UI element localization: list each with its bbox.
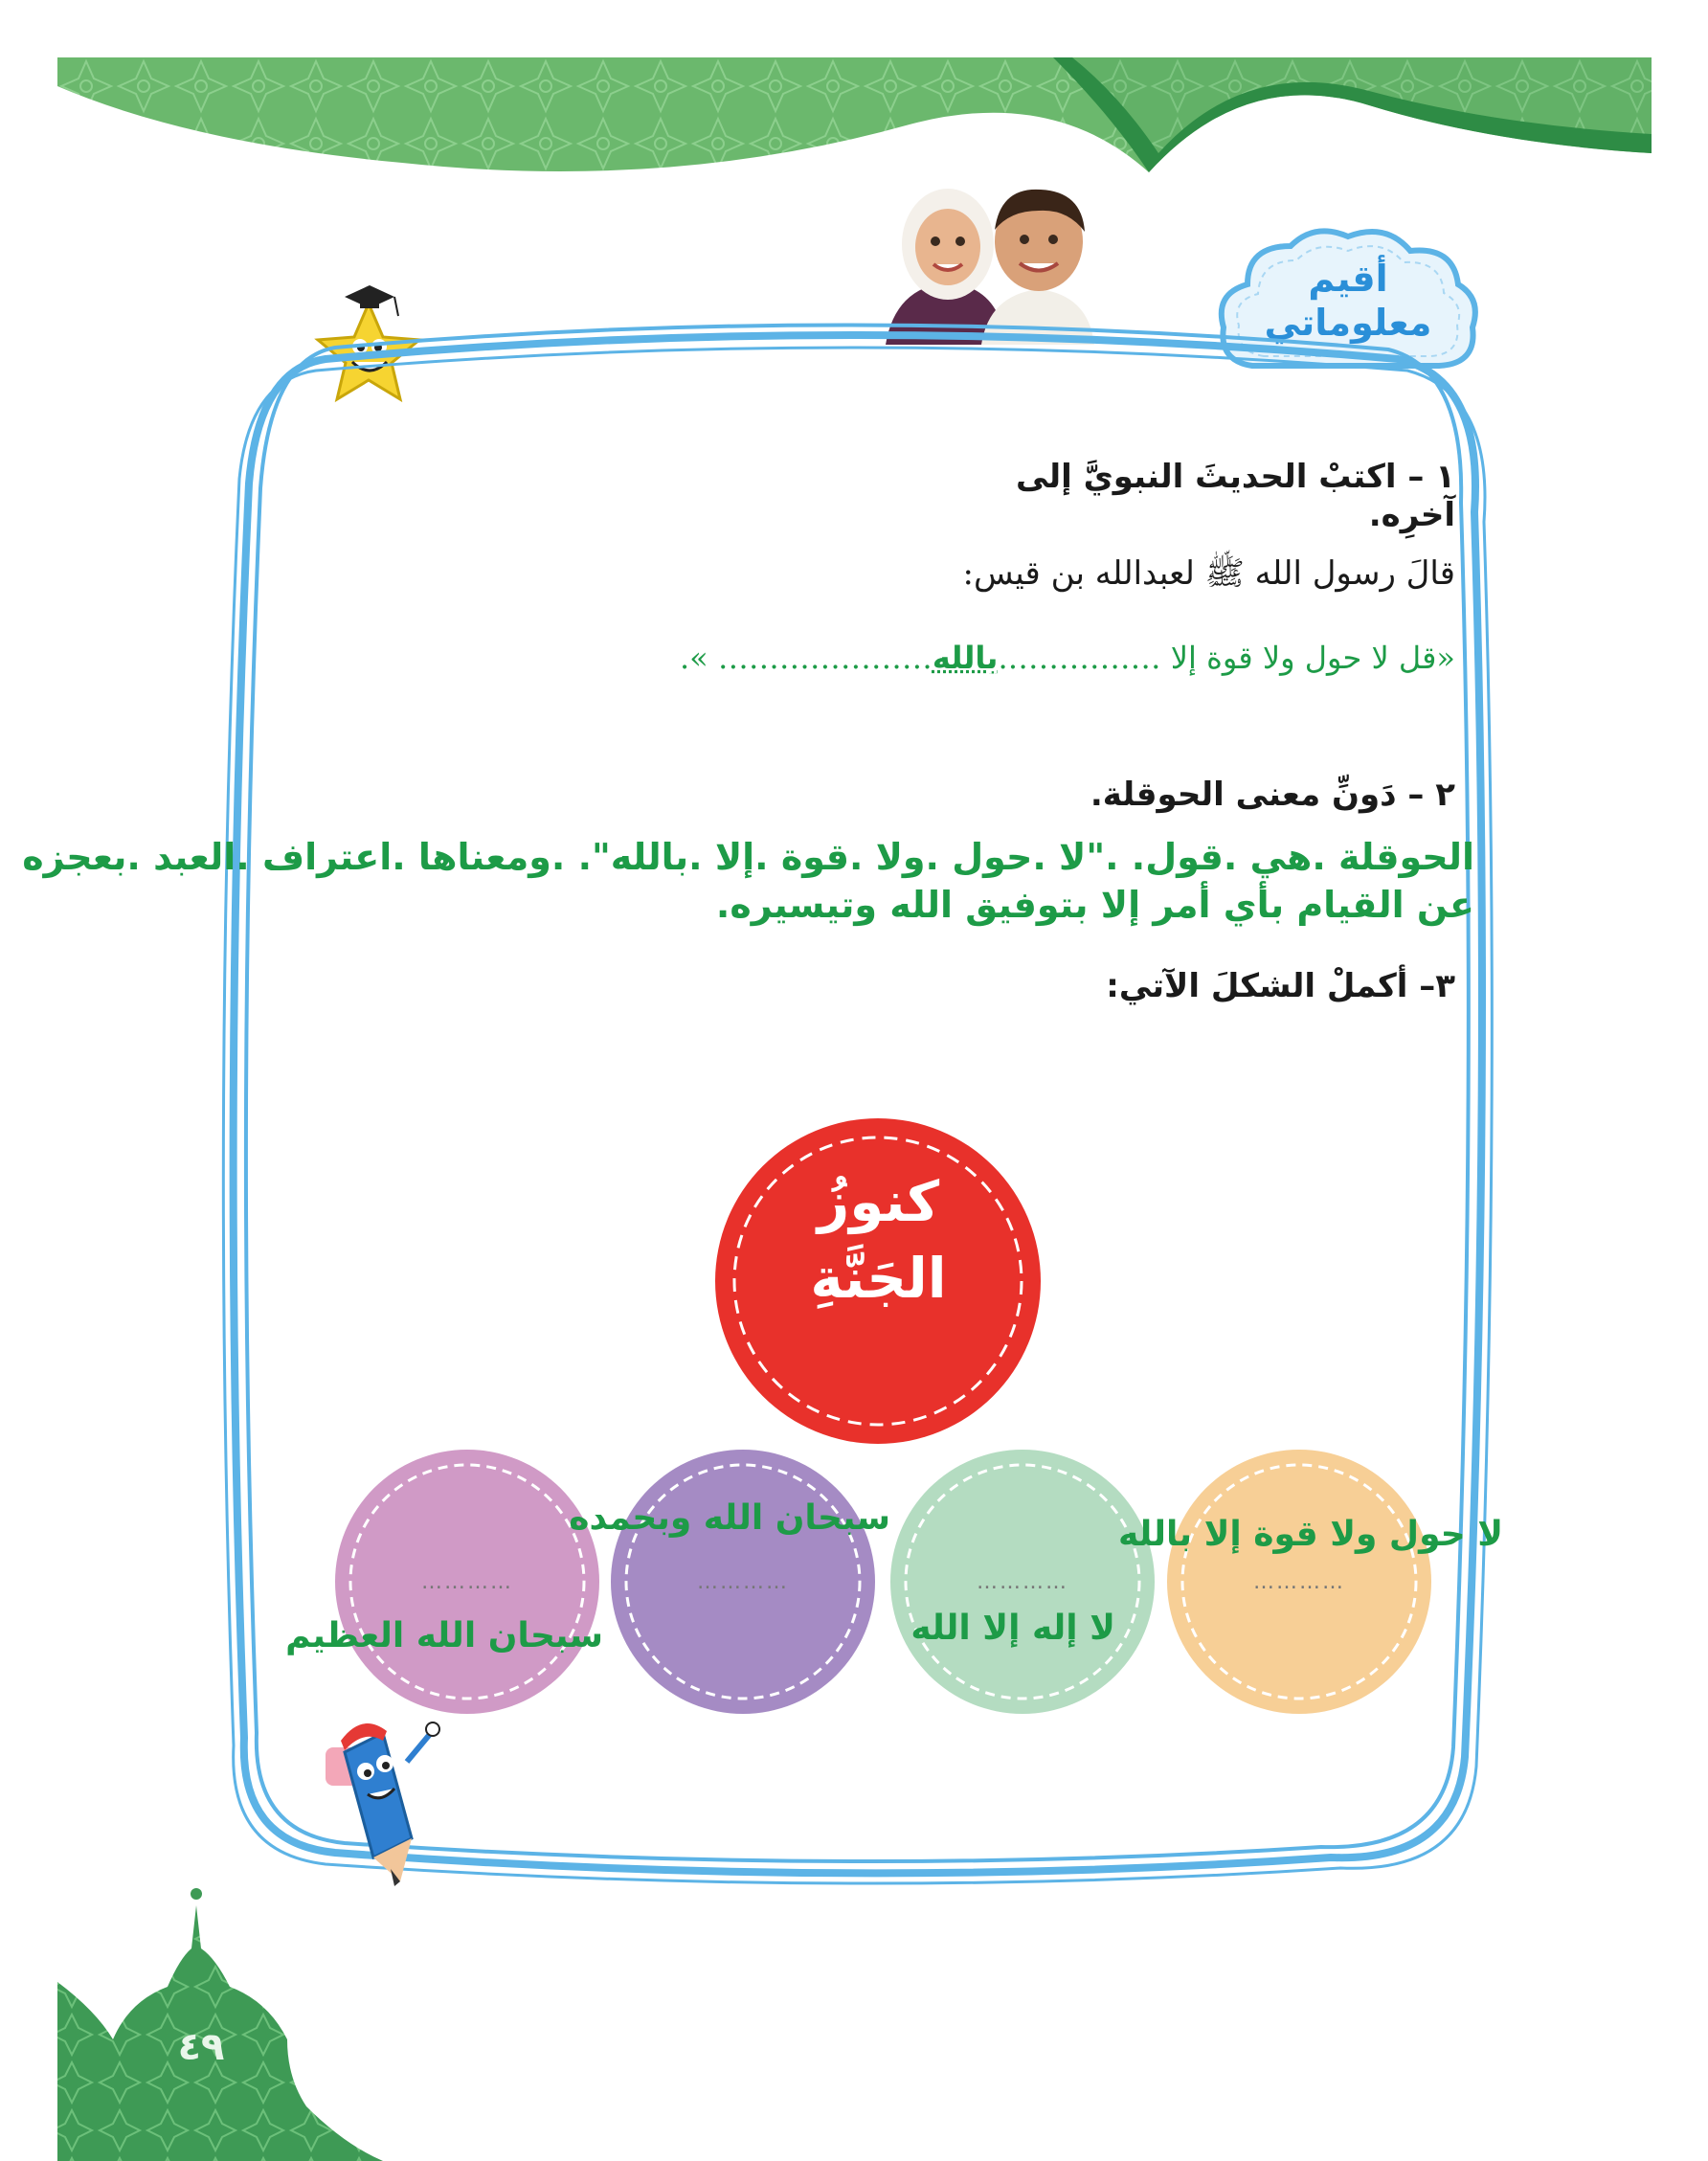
circle-1-placeholder: ………… <box>1253 1570 1345 1594</box>
circle-2-answer[interactable]: لا إله إلا الله <box>910 1609 1115 1648</box>
header-band <box>0 0 1708 230</box>
q2-answer[interactable] <box>22 833 1474 929</box>
q1-answer[interactable]: بالله <box>932 640 999 676</box>
circle-4-answer[interactable]: سبحان الله العظيم <box>285 1616 603 1655</box>
q1-dots-a: ……………. <box>998 640 1161 676</box>
title-line-1: أقيم <box>1308 258 1388 300</box>
circle-2-placeholder: ………… <box>977 1570 1068 1594</box>
circle-3-placeholder: ………… <box>697 1570 789 1594</box>
circle-4-placeholder: ………… <box>421 1570 513 1594</box>
circle-3-answer[interactable]: سبحان الله وبحمده <box>569 1498 890 1538</box>
q1-dots-b: ………………… <box>717 640 933 676</box>
q1-intro: قالَ رسول الله ﷺ لعبدالله بن قيس: <box>962 554 1455 593</box>
center-title-line-1: كنوزُ <box>817 1169 940 1234</box>
q1-prompt: ١ – اكتبْ الحديثَ النبويَّ إلى آخرِه. <box>1015 458 1455 534</box>
q2-answer-line-1: الحوقلة .هي .قول. ."لا .حول .ولا .قوة .إلا .بالله". .ومعناها .اعتراف .العبد .بعجزه <box>22 836 1474 878</box>
q1-line-start: «قل لا حول ولا قوة إلا <box>1170 640 1455 676</box>
q3-prompt: ٣– أكملْ الشكلَ الآتي: <box>1106 967 1455 1005</box>
page-number: ٤٩ <box>177 2025 225 2069</box>
q1-line-end: ». <box>680 640 708 676</box>
center-title <box>713 1163 1044 1317</box>
q2-answer-line-2: عن القيام بأي أمر إلا بتوفيق الله وتيسيره. <box>715 884 1474 926</box>
circle-1-answer[interactable]: لا حول ولا قوة إلا بالله <box>1117 1515 1503 1554</box>
q2-prompt: ٢ – دَونِّ معنى الحوقلة. <box>1090 776 1455 814</box>
footer-dome <box>0 1867 402 2161</box>
q1-answer-line <box>440 640 1455 676</box>
center-title-line-2: الجَنَّةِ <box>810 1246 947 1311</box>
title-line-2: معلوماتي <box>1264 302 1432 344</box>
